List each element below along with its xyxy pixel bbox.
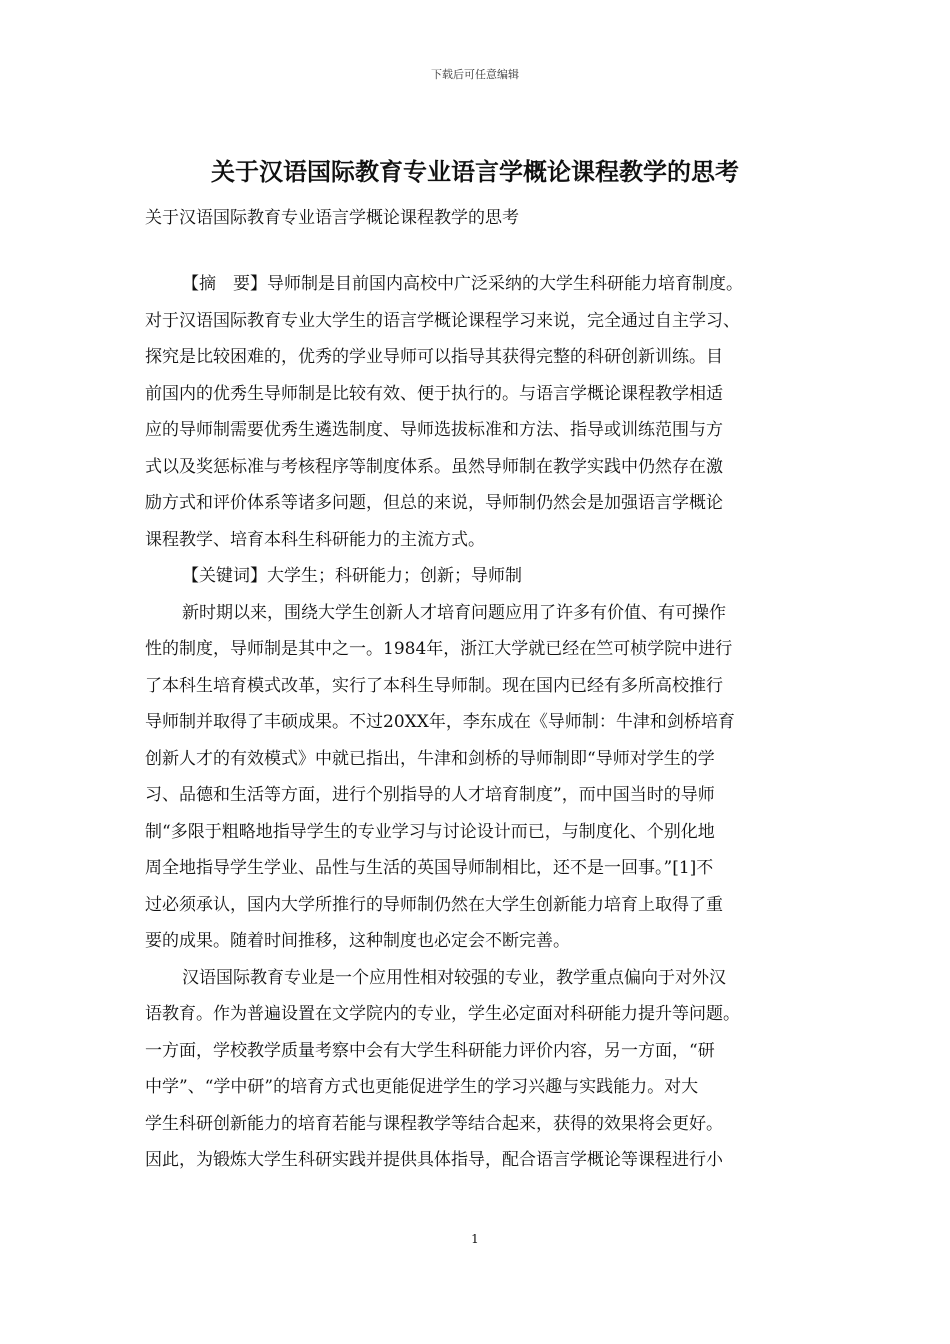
text-line: 因此，为锻炼大学生科研实践并提供具体指导，配合语言学概论等课程进行小 — [145, 1150, 723, 1170]
text-line: 探究是比较困难的，优秀的学业导师可以指导其获得完整的科研创新训练。目 — [145, 347, 723, 367]
body-text — [145, 266, 811, 1179]
text-line: 对于汉语国际教育专业大学生的语言学概论课程学习来说，完全通过自主学习、 — [145, 310, 740, 331]
text-line: 周全地指导学生学业、品性与生活的英国导师制相比，还不是一回事。”[1]不 — [145, 858, 714, 878]
text-line: 中学”、“学中研”的培育方式也更能促进学生的学习兴趣与实践能力。对大 — [145, 1077, 699, 1097]
page-number: 1 — [471, 1232, 479, 1246]
text-line: 新时期以来，围绕大学生创新人才培育问题应用了许多有价值、有可操作 — [182, 602, 726, 623]
text-line: 励方式和评价体系等诸多问题，但总的来说，导师制仍然会是加强语言学概论 — [145, 493, 723, 513]
text-line: 性的制度，导师制是其中之一。1984年，浙江大学就已经在竺可桢学院中进行 — [145, 639, 733, 659]
text-line: 应的导师制需要优秀生遴选制度、导师选拔标准和方法、指导或训练范围与方 — [145, 420, 723, 440]
text-line: 式以及奖惩标准与考核程序等制度体系。虽然导师制在教学实践中仍然存在激 — [145, 456, 723, 477]
document-title: 关于汉语国际教育专业语言学概论课程教学的思考 — [211, 157, 739, 186]
text-line: 课程教学、培育本科生科研能力的主流方式。 — [145, 529, 485, 550]
text-line: 习、品德和生活等方面，进行个别指导的人才培育制度”，而中国当时的导师 — [145, 785, 715, 805]
text-line: 【关键词】大学生；科研能力；创新；导师制 — [182, 566, 522, 586]
header-note: 下载后可任意编辑 — [431, 68, 519, 81]
text-line: 【摘 要】导师制是目前国内高校中广泛采纳的大学生科研能力培育制度。 — [182, 274, 743, 294]
text-line: 创新人才的有效模式》中就已指出，牛津和剑桥的导师制即“导师对学生的学 — [145, 748, 715, 769]
text-line: 汉语国际教育专业是一个应用性相对较强的专业，教学重点偏向于对外汉 — [182, 967, 726, 988]
text-line: 语教育。作为普遍设置在文学院内的专业，学生必定面对科研能力提升等问题。 — [145, 1004, 740, 1024]
document-subtitle: 关于汉语国际教育专业语言学概论课程教学的思考 — [145, 208, 519, 228]
text-line: 导师制并取得了丰硕成果。不过20XX年，李东成在《导师制：牛津和剑桥培育 — [145, 712, 735, 732]
text-line: 过必须承认，国内大学所推行的导师制仍然在大学生创新能力培育上取得了重 — [145, 894, 723, 915]
text-line: 一方面，学校教学质量考察中会有大学生科研能力评价内容，另一方面，“研 — [145, 1040, 715, 1061]
text-line: 了本科生培育模式改革，实行了本科生导师制。现在国内已经有多所高校推行 — [145, 675, 723, 696]
text-line: 前国内的优秀生导师制是比较有效、便于执行的。与语言学概论课程教学相适 — [145, 383, 723, 404]
text-line: 制“多限于粗略地指导学生的专业学习与讨论设计而已，与制度化、个别化地 — [145, 821, 715, 842]
text-line: 要的成果。随着时间推移，这种制度也必定会不断完善。 — [145, 931, 570, 951]
text-line: 学生科研创新能力的培育若能与课程教学等结合起来，获得的效果将会更好。 — [145, 1113, 723, 1134]
